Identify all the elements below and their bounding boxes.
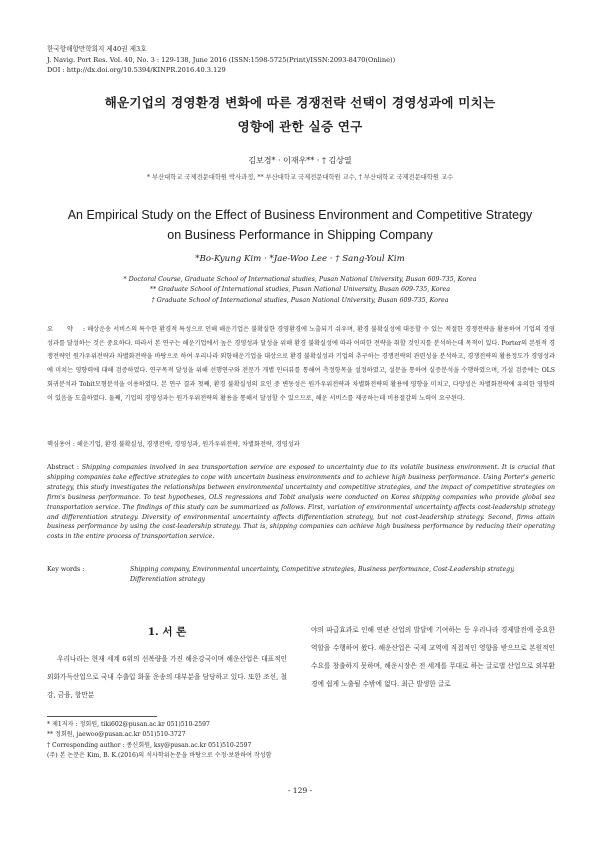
abstract-kr-text: 해상운송 서비스의 특수한 환경적 특성으로 인해 해운기업은 불확실한 경영환경에 노출되기 쉬우며, 환경 불확실성에 대응할 수 있는 적절한 경쟁전략을 활용하여 기업의 경영성과를 달성하는 것은 중요하다. 따라서 본 연구는 해운기업에서 높은 경영성과 달성을 위해 환경 불확실성에 따라 어떠한 전략을 취할 것인지를 분석하는데 목적이 있다. Porter의 본원적 경쟁전략인 원가우위전략과 차별화전략을 바탕으로 하여 우리나라 외항해운기업을 대상으로 환경 불확실성과 기업의 추구하는 경쟁전략의 관련성을 분석하고, 경쟁전략의 활용정도가 경영성과에 미치는 영향력에 대해 검증하였다. 연구목적 달성을 위해 선행연구와 전문가 개별 인터뷰를 통해여 측정항목을 설정하였고, 설문을 통하여 실증분석을 수행하였으며, 가설 검증에는 OLS회귀분석과 Tobit모형분석을 이용하였다. 본 연구 결과 첫째, 환경 불확실성의 요인 중 변동성은 원가우위전략과 차별화전략의 활용에 영향을 미치고, 다양성은 차별화전략에 유의한 영향력이 있음을 도출하였다. 둘째, 기업의 경영성과는 원가우위전략의 활용을 통해서 달성할 수 있으므로, 해운 서비스를 제공하는데 비용절감의 노력이 요구된다.: [47, 326, 555, 402]
section-heading-introduction: 1. 서 론: [147, 626, 187, 638]
paper-title-kr: [40, 91, 560, 139]
authors-kr: 김보경* · 이재우** · † 김상열: [248, 156, 352, 165]
keywords-en: [47, 565, 555, 585]
footnote: * 제1저자 : 정회원, tiki602@pusan.ac.kr 051)510-2597: [47, 721, 210, 728]
authors-en: *Bo-Kyung Kim · *Jae-Woo Lee · † Sang-Youl Kim: [195, 254, 405, 264]
affiliations-kr: * 부산대학교 국제전문대학원 박사과정, ** 부산대학교 국제전문대학원 교수, † 부산대학교 국제전문대학원 교수: [146, 174, 454, 181]
footnote: ** 정회원, jaewoo@pusan.ac.kr 051)510-3727: [47, 731, 186, 739]
body-text-left-column: 우리나라는 현재 세계 6위의 선복량을 가진 해운강국이며 해운산업은 대표적인 외화가득산업으로 국내 수출입 화물 운송의 대부분을 담당하고 있다. 또한 조선, 철강, 금융, 항만분: [47, 655, 287, 699]
abstract-kr-label: 요 약: [47, 326, 80, 333]
abstract-en: [47, 463, 555, 542]
keywords-en-label: Key words :: [47, 566, 85, 573]
page-number: - 129 -: [287, 786, 313, 795]
abstract-en-label: Abstract :: [47, 464, 79, 471]
footnotes: [47, 720, 272, 761]
paper-title-kr-line1: 해운기업의 경영환경 변화에 따른 경쟁전략 선택이 경영성과에 미치는: [104, 95, 496, 110]
journal-name-kr: 한국항해항만학회지 제40권 제3호: [47, 45, 147, 53]
doi-link[interactable]: DOI : http://dx.doi.org/10.5394/KINPR.2016.40.3.129: [47, 66, 226, 75]
affiliation-en: † Graduate School of International studies, Pusan National University, Busan 609-735, Korea: [151, 296, 449, 304]
journal-header: [47, 44, 395, 76]
paper-title-en-line2: on Business Performance in Shipping Company: [167, 228, 433, 242]
keywords-en-line1: Shipping company, Environmental uncertainty, Competitive strategies, Business performance, Cost-Leadership strategy,: [130, 566, 515, 573]
footnote-divider: [47, 716, 157, 717]
affiliation-en: ** Graduate School of International studies, Pusan National University, Busan 609-735, Korea: [149, 286, 451, 294]
affiliation-en: * Doctoral Course, Graduate School of International studies, Pusan National University, Busan 609-735, Korea: [123, 276, 477, 283]
keywords-en-list: [130, 565, 550, 585]
footnote: (주) 본 논문은 Kim, B. K.(2016)의 석사학위논문을 바탕으로 수정·보완하여 작성함: [47, 751, 272, 759]
abstract-kr: 요 약 : 해상운송 서비스의 특수한 환경적 특성으로 인해 해운기업은 불확실한 경영환경에 노출되기 쉬우며, 환경 불확실성에 대응할 수 있는 적절한 경쟁전략을 활용하여 기업의 경영성과를 달성하는 것은 중요하다. 따라서 본 연구는 해운기업에서 높은 경영성과 달성을 위해 환경 불확실성에 따라 어떠한 전략을 취할 것인지를 분석하는데 목적이 있다. Porter의 본원적 경쟁전략인 원가우위전략과 차별화전략을 바탕으로 하여 우리나라 외항해운기업을 대상으로 환경 불확실성과 기업의 추구하는 경쟁전략의 관련성을 분석하고, 경쟁전략의 활용정도가 경영성과에 미치는 영향력에 대해 검증하였다. 연구목적 달성을 위해 선행연구와 전문가 개별 인터뷰를 통해여 측정항목을 설정하였고, 설문을 통하여 실증분석을 수행하였으며, 가설 검증에는 OLS회귀분석과 Tobit모형분석을 이용하였다. 본 연구 결과 첫째, 환경 불확실성의 요인 중 변동성은 원가우위전략과 차별화전략의 활용에 영향을 미치고, 다양성은 차별화전략에 유의한 영향력이 있음을 도출하였다. 둘째, 기업의 경영성과는 원가우위전략의 활용을 통해서 달성할 수 있으므로, 해운 서비스를 제공하는데 비용절감의 노력이 요구된다.: [47, 326, 555, 402]
abstract-en-text: Shipping companies involved in sea transportation service are exposed to uncertainty due to its volatile business environment. It is crucial that shipping companies take effective strategies to cope with uncertain business environments and to achieve high business performance. Using Porter's generic strategy, this study investigates the relationships between environmental uncertainty and competitive strategies, and the impact of competitive strategies on firm's business performance. To test hypotheses, OLS regressions and Tobit analysis were conducted on Korea shipping companies who provide global sea transportation service. The findings of this study can be summarized as follows. First, variation of environmental uncertainty affects cost-leadership strategy and differentiation strategy. Diversity of environmental uncertainty affects differentiation strategy, but not cost-leadership strategy. Second, firms attain business performance by using the cost-leadership strategy. That is, shipping companies can achieve high business performance by reducing their operating costs in the entire process of transportation service.: [47, 464, 555, 541]
journal-citation: J. Navig. Port Res. Vol. 40, No. 3 : 129-138, June 2016 (ISSN:1598-5725(Print)/ISSN:2093-8470(Online)): [47, 55, 396, 64]
footnote: † Corresponding author : 종신회원, ksy@pusan.ac.kr 051)510-2597: [47, 741, 252, 749]
keywords-kr: 핵심용어 : 해운기업, 환경 불확실성, 경쟁전략, 경영성과, 원가우위전략, 차별화전략, 경영성과: [47, 441, 300, 448]
affiliations-en: [60, 275, 540, 306]
body-text-right-column: 야의 파급효과로 인해 연관 산업의 발달에 기여하는 등 우리나라 경제발전에 중요한 역할을 수행하여 왔다. 해운산업은 국제 교역에 직접적인 영향을 받으므로 본원적인 수요를 창출하지 못하며, 해운시장은 전 세계를 무대로 하는 글로벌 산업으로 외부환경에 쉽게 노출될 수밖에 없다. 최근 발생한 글로: [311, 626, 555, 688]
paper-title-kr-line2: 영향에 관한 실증 연구: [237, 119, 363, 134]
keywords-en-line2: Differentiation strategy: [130, 575, 206, 583]
paper-title-en: [30, 205, 570, 245]
paper-title-en-line1: An Empirical Study on the Effect of Business Environment and Competitive Strategy: [67, 208, 533, 222]
